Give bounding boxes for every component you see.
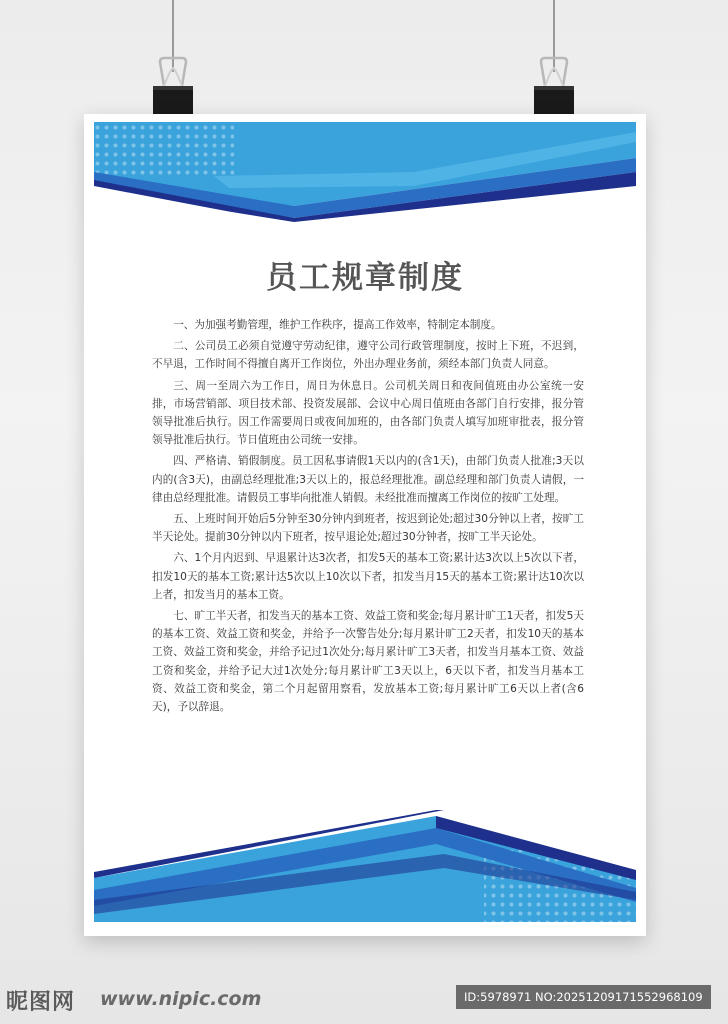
footer-decoration	[84, 810, 646, 930]
page-title: 员工规章制度	[266, 260, 464, 296]
rule-paragraph: 六、1个月内迟到、早退累计达3次者，扣发5天的基本工资;累计达3次以上5次以下者，扣发10天的基本工资;累计达5次以上10次以下者，扣发当月15天的基本工资;累计达10次以上者，扣发当月的基本工资。	[152, 552, 584, 601]
image-id-badge: ID:5978971 NO:20251209171552968109	[456, 985, 711, 1009]
rule-paragraph: 五、上班时间开始后5分钟至30分钟内到班者，按迟到论处;超过30分钟以上者，按旷工半天论处。提前30分钟以内下班者，按早退论处;超过30分钟者，按旷工半天论处。	[152, 513, 584, 544]
nipic-logo: 昵图网	[6, 990, 76, 1015]
binder-clip-icon	[531, 56, 577, 122]
header-decoration	[84, 114, 646, 224]
regulations-body	[152, 316, 584, 719]
rule-paragraph: 三、周一至周六为工作日，周日为休息日。公司机关周日和夜间值班由办公室统一安排，市场营销部、项目技术部、投资发展部、会议中心周日值班由各部门自行安排，报分管领导批准后执行。因工作需要周日或夜间加班的，由各部门负责人填写加班审批表，报分管领导批准后执行。节日值班由公司统一安排。	[152, 379, 584, 447]
rule-paragraph: 四、严格请、销假制度。员工因私事请假1天以内的(含1天)，由部门负责人批准;3天以内的(含3天)，由副总经理批准;3天以上的，报总经理批准。副总经理和部门负责人请假，一律由总经理批准。请假员工事毕向批准人销假。未经批准而擅离工作岗位的按旷工处理。	[152, 455, 584, 504]
rule-paragraph: 一、为加强考勤管理，维护工作秩序，提高工作效率，特制定本制度。	[173, 319, 502, 331]
rule-paragraph: 七、旷工半天者，扣发当天的基本工资、效益工资和奖金;每月累计旷工1天者，扣发5天的基本工资、效益工资和奖金，并给予一次警告处分;每月累计旷工2天者，扣发10天的基本工资、效益工资和奖金，并给予记过1次处分;每月累计旷工3天者，扣发当月基本工资、效益工资和奖金，并给予记大过1次处分;每月累计旷工3天以上，6天以下者，扣发当月基本工资、效益工资和奖金，第二个月起留用察看，发放基本工资;每月累计旷工6天以上者(含6天)，予以辞退。	[152, 610, 584, 714]
nipic-site-url: www.nipic.com	[100, 988, 262, 1010]
binder-clip-icon	[150, 56, 196, 122]
poster-sheet	[84, 114, 646, 936]
rule-paragraph: 二、公司员工必须自觉遵守劳动纪律，遵守公司行政管理制度，按时上下班，不迟到，不早退，工作时间不得擅自离开工作岗位，外出办理业务前，须经本部门负责人同意。	[152, 340, 584, 371]
